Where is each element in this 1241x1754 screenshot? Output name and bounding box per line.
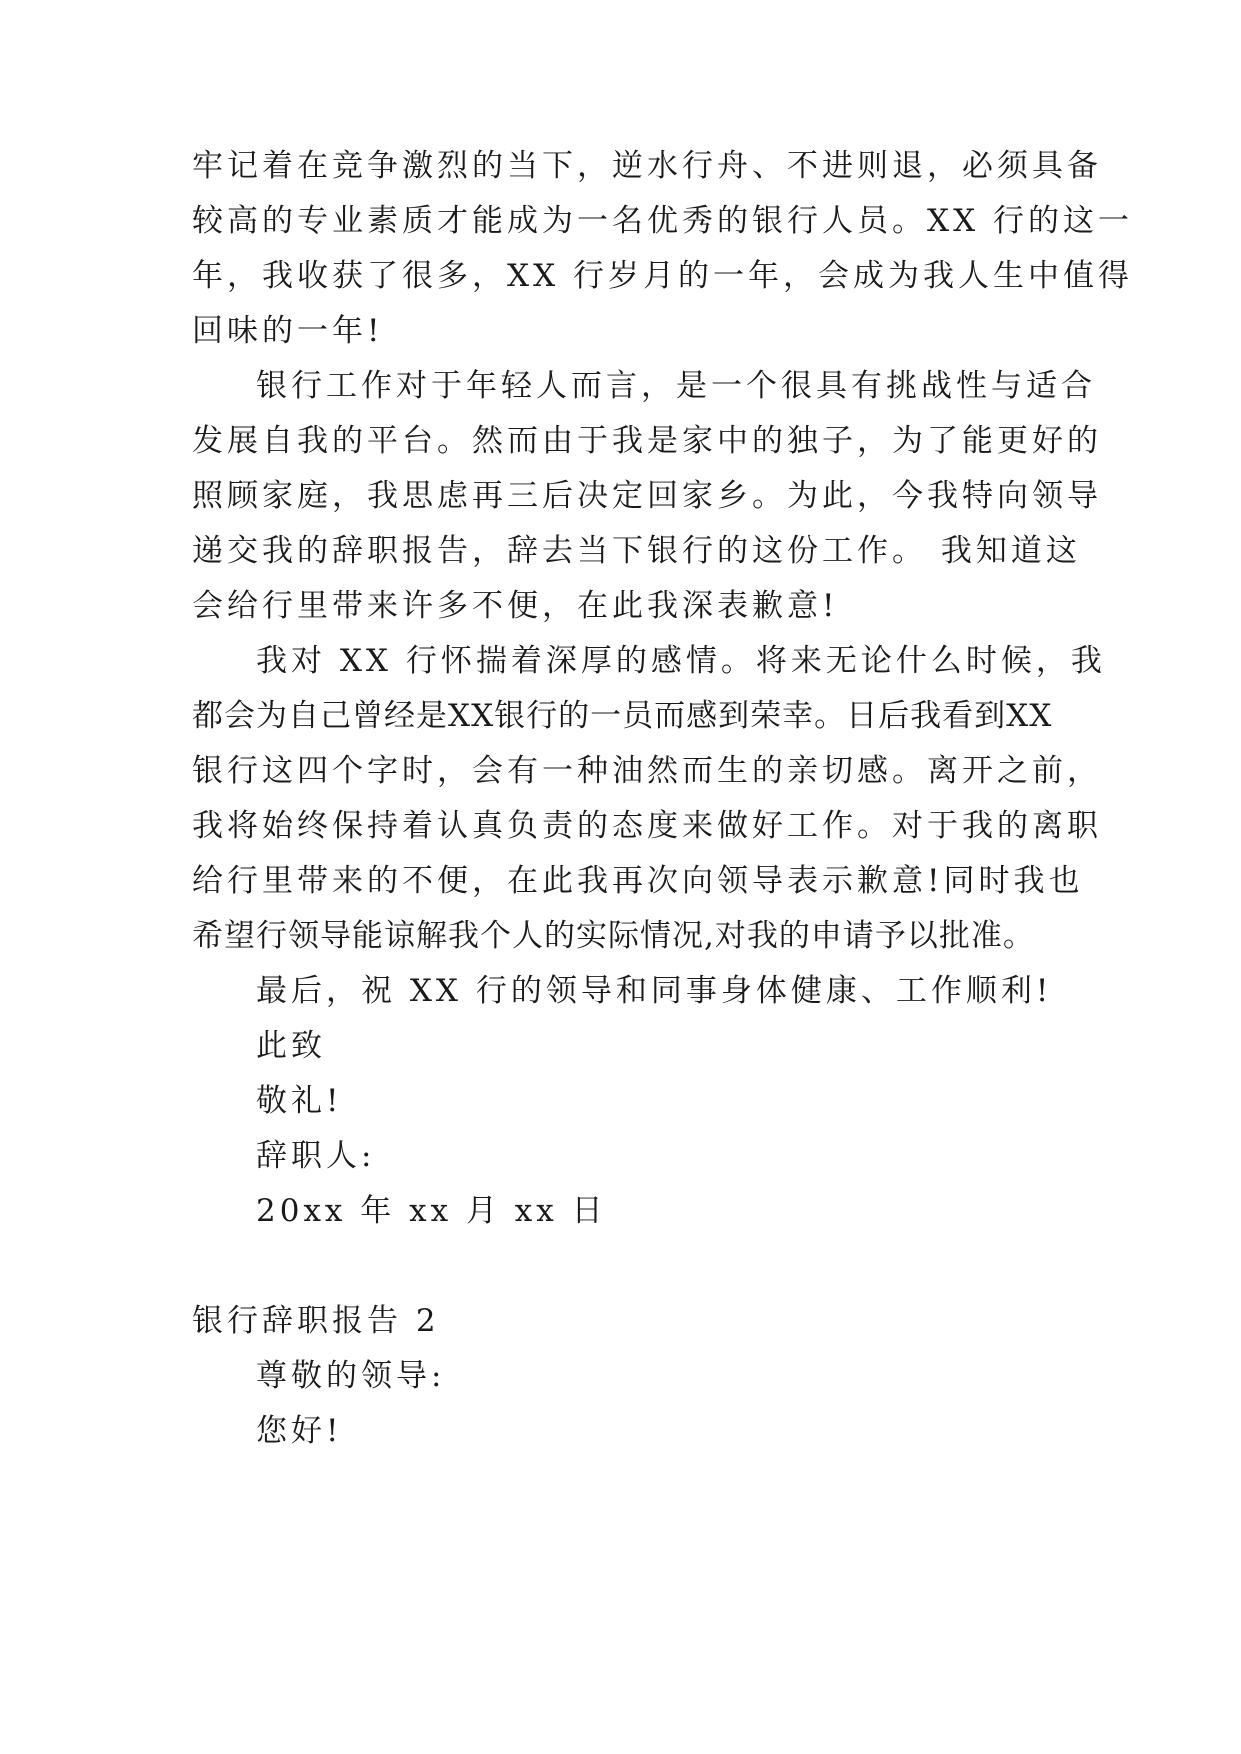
paragraph-line: 较高的专业素质才能成为一名优秀的银行人员。XX 行的这一 — [192, 203, 1133, 239]
greeting-line: 您好! — [256, 1413, 343, 1449]
greeting-line: 尊敬的领导: — [256, 1358, 446, 1394]
paragraph-line: 递交我的辞职报告，辞去当下银行的这份工作。 我知道这 — [192, 533, 1081, 569]
paragraph-line: 给行里带来的不便，在此我再次向领导表示歉意!同时我也 — [192, 863, 1084, 899]
paragraph-line: 我对 XX 行怀揣着深厚的感情。将来无论什么时候，我 — [256, 643, 1106, 679]
paragraph-line: 牢记着在竞争激烈的当下，逆水行舟、不进则退，必须具备 — [192, 148, 1102, 184]
paragraph-line: 希望行领导能谅解我个人的实际情况,对我的申请予以批准。 — [192, 918, 1035, 954]
closing-salutation: 此致 — [256, 1028, 326, 1064]
paragraph-line: 年，我收获了很多，XX 行岁月的一年，会成为我人生中值得 — [192, 258, 1133, 294]
closing-wish: 最后，祝 XX 行的领导和同事身体健康、工作顺利! — [256, 973, 1053, 1009]
paragraph-line: 回味的一年! — [192, 313, 384, 349]
paragraph-line: 我将始终保持着认真负责的态度来做好工作。对于我的离职 — [192, 808, 1102, 844]
paragraph-line: 会给行里带来许多不便，在此我深表歉意! — [192, 588, 839, 624]
paragraph-line: 发展自我的平台。然而由于我是家中的独子，为了能更好的 — [192, 423, 1102, 459]
section-title: 银行辞职报告 2 — [192, 1303, 440, 1339]
signature-label: 辞职人: — [256, 1138, 376, 1174]
paragraph-line: 银行工作对于年轻人而言，是一个很具有挑战性与适合 — [256, 368, 1096, 404]
closing-regards: 敬礼! — [256, 1083, 343, 1119]
paragraph-line: 银行这四个字时，会有一种油然而生的亲切感。离开之前， — [192, 753, 1102, 789]
paragraph-line: 都会为自己曾经是XX银行的一员而感到荣幸。日后我看到XX — [192, 698, 1053, 734]
date-line: 20xx 年 xx 月 xx 日 — [256, 1193, 607, 1229]
paragraph-line: 照顾家庭，我思虑再三后决定回家乡。为此，今我特向领导 — [192, 478, 1102, 514]
